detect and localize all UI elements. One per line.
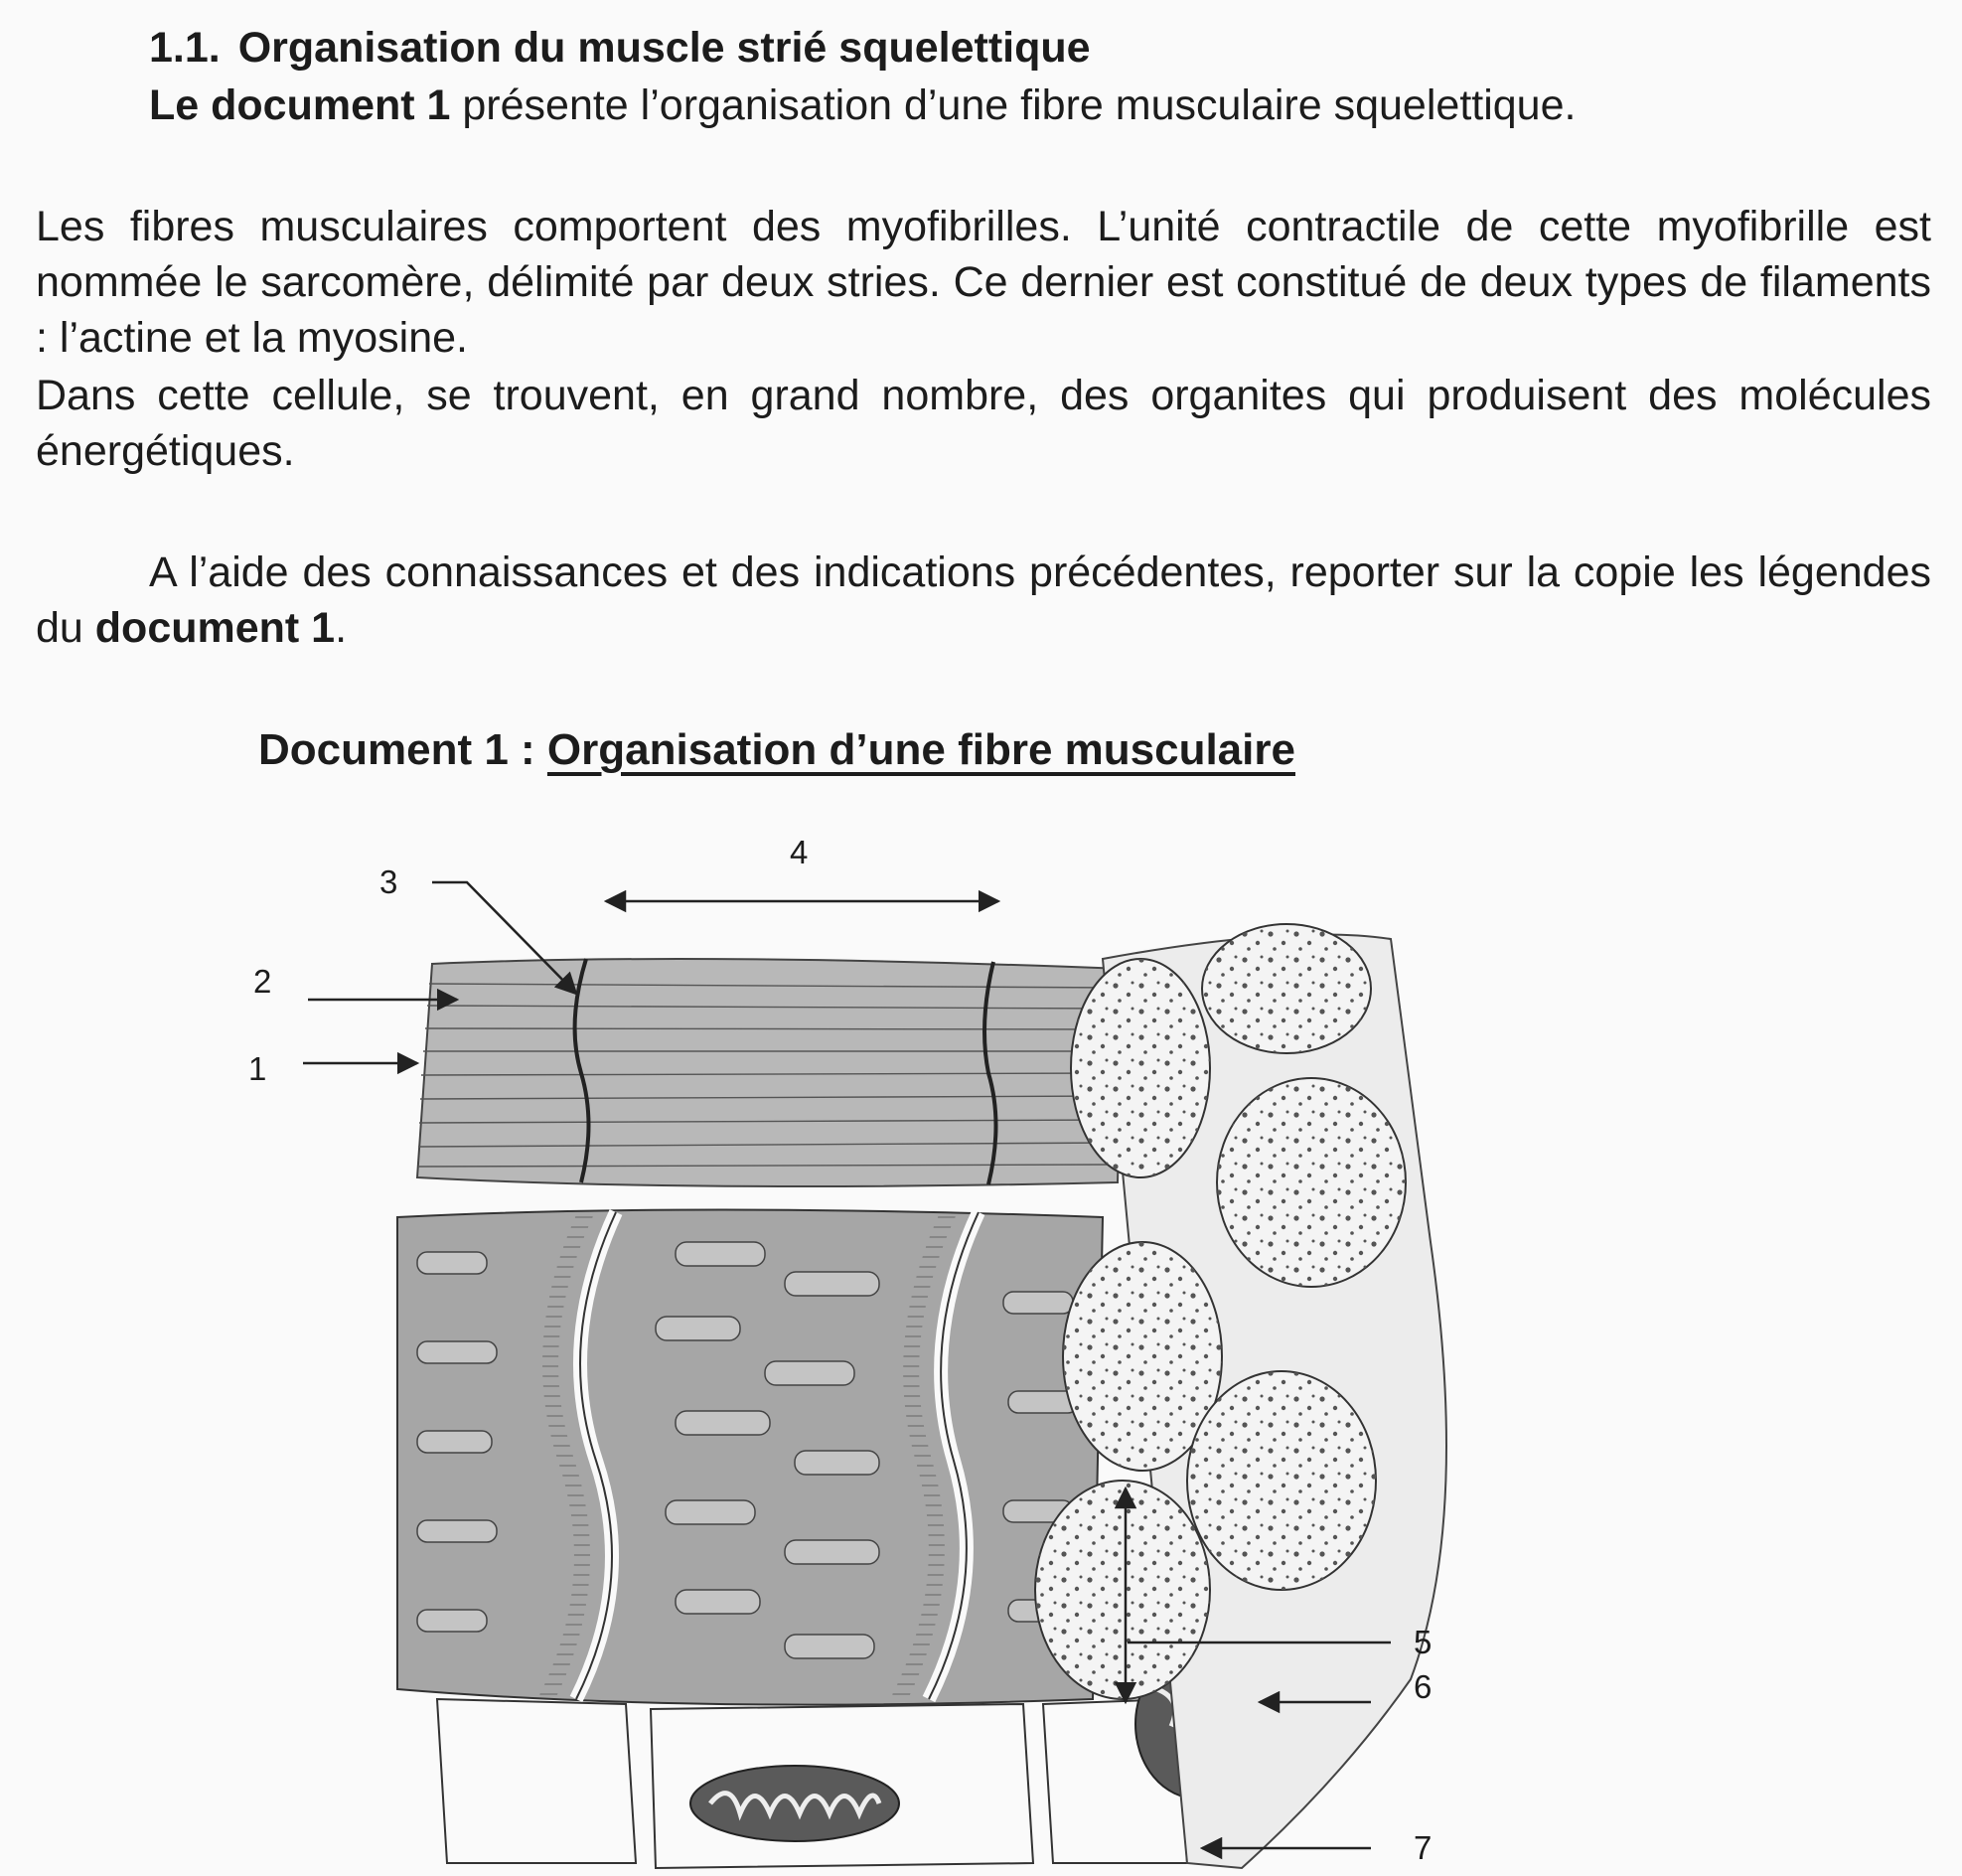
paragraph-myofibrilles: Les fibres musculaires comportent des myofibrilles. L’unité contractile de cette myofibrille est nommée le sarcomère, délimité par deux stries. Ce dernier est constitué de deux types de filaments : l’actine et la myosine. [36, 203, 1931, 362]
label-3: 3 [379, 863, 398, 900]
label-2: 2 [253, 963, 272, 1000]
label-5: 5 [1414, 1624, 1433, 1660]
intro-doc-reference: Le document 1 [149, 81, 451, 129]
label-7: 7 [1414, 1829, 1433, 1866]
mitochondrion [690, 1766, 899, 1841]
instruction-paragraph [36, 545, 1931, 656]
section-number: 1.1. [149, 24, 221, 72]
label-1: 1 [248, 1050, 267, 1087]
document-title-prefix: Document 1 : [258, 725, 547, 774]
intro-sentence [149, 79, 1576, 131]
paragraph-organites: Dans cette cellule, se trouvent, en grand nombre, des organites qui produisent des molécules énergétiques. [36, 372, 1931, 475]
section-title: Organisation du muscle strié squelettique [237, 24, 1091, 72]
myofibril-bundle [417, 959, 1123, 1186]
document-title [258, 725, 1295, 775]
instruction-text: A l’aide des connaissances et des indications précédentes, reporter sur la copie les légendes du [36, 548, 1931, 652]
cell-cross-section [397, 1210, 1103, 1705]
section-heading [149, 22, 1091, 74]
muscle-fiber-diagram [0, 825, 1962, 1876]
document-title-text: Organisation d’une fibre musculaire [546, 725, 1295, 774]
instruction-end: . [335, 604, 348, 652]
label-4: 4 [790, 834, 809, 870]
intro-rest: présente l’organisation d’une fibre musculaire squelettique. [450, 81, 1577, 129]
label-6: 6 [1414, 1668, 1433, 1705]
instruction-doc-reference: document 1 [94, 604, 336, 652]
